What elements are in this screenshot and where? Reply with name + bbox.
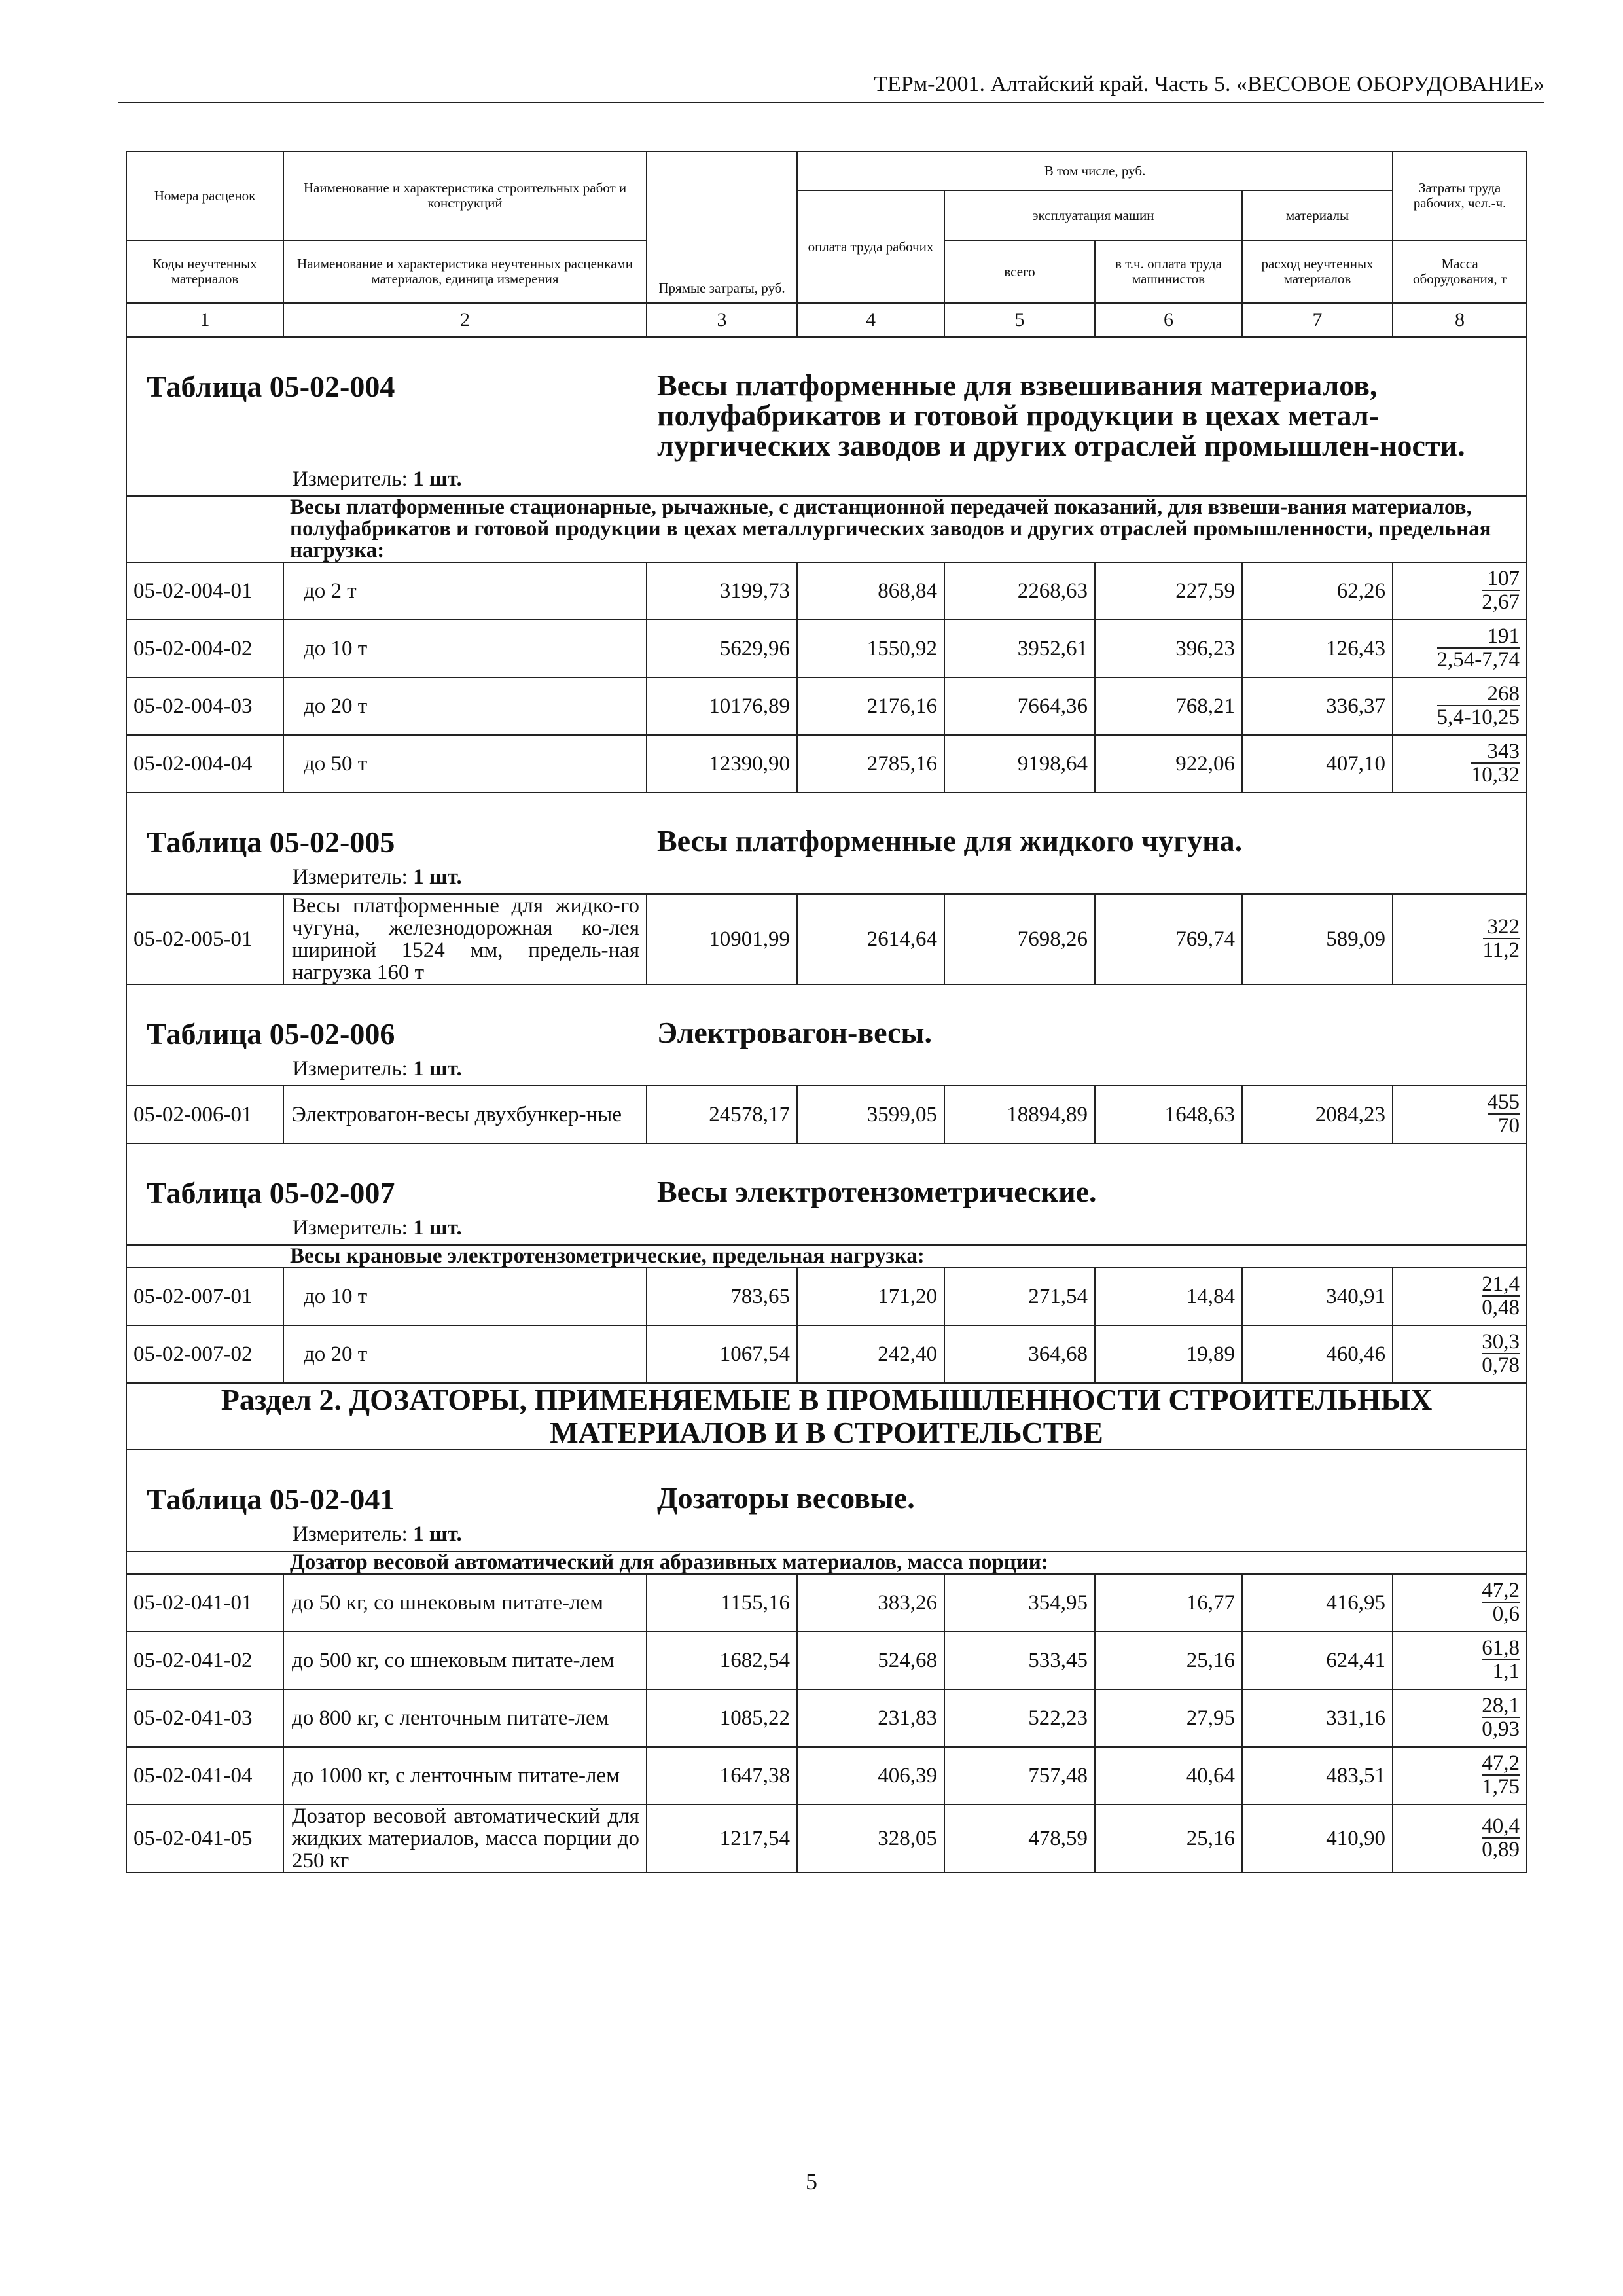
table-header	[126, 151, 1527, 337]
table-row	[126, 1268, 1527, 1325]
table-title-row	[126, 793, 1527, 894]
direct-cost: 10901,99	[647, 894, 797, 984]
table-row	[126, 1689, 1527, 1747]
direct-cost: 1085,22	[647, 1689, 797, 1747]
labor-mass-fraction	[1437, 683, 1520, 728]
rate-name: Электровагон-весы двухбункер-ные	[283, 1086, 647, 1143]
rate-code: 05-02-041-04	[126, 1747, 283, 1804]
materials-cost: 589,09	[1242, 894, 1393, 984]
direct-cost: 1217,54	[647, 1804, 797, 1873]
col5-header: всего	[944, 240, 1095, 303]
column-number: 1	[126, 303, 283, 337]
operators-cost: 769,74	[1095, 894, 1242, 984]
labor-cost: 2785,16	[797, 735, 944, 793]
rate-code: 05-02-004-02	[126, 620, 283, 677]
operators-cost: 25,16	[1095, 1632, 1242, 1689]
rate-name: до 500 кг, со шнековым питате-лем	[283, 1632, 647, 1689]
labor-hours: 455	[1487, 1090, 1520, 1114]
measure-value: 1 шт.	[413, 1057, 462, 1081]
machines-cost: 9198,64	[944, 735, 1095, 793]
rate-name: Дозатор весовой автоматический для жидких материалов, масса порции до 250 кг	[283, 1804, 647, 1873]
equipment-mass: 10,32	[1471, 763, 1520, 787]
labor-cost: 868,84	[797, 562, 944, 620]
labor-mass-fraction	[1482, 1273, 1520, 1319]
column-number: 6	[1095, 303, 1242, 337]
operators-cost: 25,16	[1095, 1804, 1242, 1873]
machines-cost: 7664,36	[944, 677, 1095, 735]
labor-mass-cell	[1393, 562, 1527, 620]
labor-mass-fraction	[1482, 567, 1520, 613]
labor-mass-cell	[1393, 1747, 1527, 1804]
rate-code: 05-02-004-03	[126, 677, 283, 735]
description-spacer	[126, 1245, 283, 1268]
labor-hours: 30,3	[1482, 1330, 1520, 1354]
table-row	[126, 735, 1527, 793]
labor-mass-fraction	[1483, 916, 1520, 961]
table-title-row	[126, 337, 1527, 496]
labor-mass-fraction	[1482, 1637, 1520, 1683]
labor-cost: 406,39	[797, 1747, 944, 1804]
group-description: Весы платформенные стационарные, рычажные, с дистанционной передачей показаний, для взвеши-вания материалов, полуфабрикатов и готовой продукции в цехах металлургических заводов и других отраслей промышленности, предельная нагрузка:	[283, 496, 1527, 562]
direct-cost: 1682,54	[647, 1632, 797, 1689]
direct-cost: 1155,16	[647, 1574, 797, 1632]
direct-cost: 1647,38	[647, 1747, 797, 1804]
col2-bottom-header: Наименование и характеристика неучтенных расценками материалов, единица измерения	[283, 240, 647, 303]
table-title-row	[126, 1143, 1527, 1245]
materials-cost: 460,46	[1242, 1325, 1393, 1383]
table-number: Таблица 05-02-006	[147, 1017, 395, 1050]
table-title: Весы электротензометрические.	[657, 1175, 1097, 1208]
col4-header: оплата труда рабочих	[797, 190, 944, 303]
rate-name: до 50 т	[283, 735, 647, 793]
labor-hours: 191	[1437, 625, 1520, 649]
table-title-cell	[126, 793, 1527, 894]
table-row	[126, 620, 1527, 677]
labor-mass-cell	[1393, 1574, 1527, 1632]
table-row	[126, 1632, 1527, 1689]
price-table	[126, 151, 1527, 1873]
machines-cost: 478,59	[944, 1804, 1095, 1873]
labor-cost: 2614,64	[797, 894, 944, 984]
col8-top-header: Затраты труда рабочих, чел.-ч.	[1393, 151, 1527, 240]
column-number: 4	[797, 303, 944, 337]
equipment-mass: 2,67	[1482, 590, 1520, 614]
col8-bottom-header: Масса оборудования, т	[1393, 240, 1527, 303]
direct-cost: 24578,17	[647, 1086, 797, 1143]
table-title: Весы платформенные для взвешивания материалов, полуфабрикатов и готовой продукции в цехах метал-лургических заводов и других отраслей промышлен-ности.	[657, 368, 1465, 462]
operators-cost: 14,84	[1095, 1268, 1242, 1325]
table-title: Электровагон-весы.	[657, 1016, 932, 1049]
table-row	[126, 894, 1527, 984]
measure-label: Измеритель:	[293, 467, 408, 491]
table-number: Таблица 05-02-041	[147, 1482, 395, 1516]
rate-code: 05-02-007-02	[126, 1325, 283, 1383]
operators-cost: 27,95	[1095, 1689, 1242, 1747]
machines-cost: 354,95	[944, 1574, 1095, 1632]
col1-top-header: Номера расценок	[126, 151, 283, 240]
measure-label: Измеритель:	[293, 1522, 408, 1546]
table-title-block	[134, 1450, 1520, 1522]
table-body	[126, 337, 1527, 1873]
labor-hours: 107	[1482, 567, 1520, 591]
labor-mass-cell	[1393, 620, 1527, 677]
column-number: 7	[1242, 303, 1393, 337]
column-number: 3	[647, 303, 797, 337]
measure-value: 1 шт.	[413, 467, 462, 491]
table-title-cell	[126, 984, 1527, 1086]
operators-cost: 19,89	[1095, 1325, 1242, 1383]
measure-line	[134, 1216, 1520, 1244]
machines-cost: 7698,26	[944, 894, 1095, 984]
table-row	[126, 562, 1527, 620]
materials-cost: 340,91	[1242, 1268, 1393, 1325]
labor-mass-fraction	[1482, 1695, 1520, 1740]
table-title: Дозаторы весовые.	[657, 1481, 915, 1515]
measure-line	[134, 1057, 1520, 1085]
materials-cost: 62,26	[1242, 562, 1393, 620]
equipment-mass: 1,1	[1492, 1660, 1520, 1683]
rate-name: до 20 т	[283, 677, 647, 735]
column-number: 5	[944, 303, 1095, 337]
col1-bottom-header: Коды неучтенных материалов	[126, 240, 283, 303]
operators-cost: 922,06	[1095, 735, 1242, 793]
equipment-mass: 0,78	[1482, 1354, 1520, 1377]
direct-cost: 10176,89	[647, 677, 797, 735]
measure-label: Измеритель:	[293, 1057, 408, 1081]
measure-line	[134, 1522, 1520, 1551]
table-title: Весы платформенные для жидкого чугуна.	[657, 824, 1243, 857]
section-row	[126, 1383, 1527, 1450]
labor-cost: 328,05	[797, 1804, 944, 1873]
equipment-mass: 11,2	[1482, 939, 1520, 962]
labor-hours: 21,4	[1482, 1272, 1520, 1296]
labor-cost: 524,68	[797, 1632, 944, 1689]
table-row	[126, 677, 1527, 735]
table-row	[126, 1086, 1527, 1143]
rate-name: до 10 т	[283, 1268, 647, 1325]
equipment-mass: 0,6	[1492, 1602, 1520, 1626]
machines-header: эксплуатация машин	[944, 190, 1242, 240]
labor-cost: 3599,05	[797, 1086, 944, 1143]
operators-cost: 1648,63	[1095, 1086, 1242, 1143]
operators-cost: 768,21	[1095, 677, 1242, 735]
description-spacer	[126, 496, 283, 562]
table-title-block	[134, 338, 1520, 467]
running-header: ТЕРм-2001. Алтайский край. Часть 5. «ВЕСОВОЕ ОБОРУДОВАНИЕ»	[118, 72, 1544, 103]
group-header: В том числе, руб.	[797, 151, 1393, 190]
labor-hours: 47,2	[1482, 1579, 1520, 1602]
column-number: 8	[1393, 303, 1527, 337]
measure-value: 1 шт.	[413, 1216, 462, 1240]
rate-name: до 50 кг, со шнековым питате-лем	[283, 1574, 647, 1632]
materials-cost: 2084,23	[1242, 1086, 1393, 1143]
labor-mass-cell	[1393, 1268, 1527, 1325]
measure-value: 1 шт.	[413, 1522, 462, 1546]
col7-bottom-header: расход неучтенных материалов	[1242, 240, 1393, 303]
rate-name: до 10 т	[283, 620, 647, 677]
equipment-mass: 0,93	[1482, 1717, 1520, 1741]
labor-mass-fraction	[1488, 1091, 1520, 1137]
table-title-block	[134, 1144, 1520, 1216]
direct-cost: 5629,96	[647, 620, 797, 677]
rate-code: 05-02-041-03	[126, 1689, 283, 1747]
page-number: 5	[806, 2168, 817, 2195]
operators-cost: 396,23	[1095, 620, 1242, 677]
labor-hours: 343	[1471, 740, 1520, 764]
description-row	[126, 1551, 1527, 1574]
labor-cost: 1550,92	[797, 620, 944, 677]
labor-cost: 231,83	[797, 1689, 944, 1747]
rate-code: 05-02-006-01	[126, 1086, 283, 1143]
machines-cost: 18894,89	[944, 1086, 1095, 1143]
table-title-row	[126, 984, 1527, 1086]
table-title-block	[134, 985, 1520, 1057]
labor-hours: 40,4	[1482, 1814, 1520, 1838]
materials-cost: 336,37	[1242, 677, 1393, 735]
equipment-mass: 2,54-7,74	[1436, 648, 1520, 672]
table-row	[126, 1747, 1527, 1804]
operators-cost: 227,59	[1095, 562, 1242, 620]
materials-cost: 410,90	[1242, 1804, 1393, 1873]
labor-hours: 268	[1437, 683, 1520, 706]
table-title-block	[134, 793, 1520, 865]
section-title: Раздел 2. ДОЗАТОРЫ, ПРИМЕНЯЕМЫЕ В ПРОМЫШЛЕННОСТИ СТРОИТЕЛЬНЫХ МАТЕРИАЛОВ И В СТРОИТЕЛЬСТВЕ	[126, 1383, 1527, 1450]
labor-mass-cell	[1393, 1804, 1527, 1873]
machines-cost: 522,23	[944, 1689, 1095, 1747]
machines-cost: 271,54	[944, 1268, 1095, 1325]
description-row	[126, 496, 1527, 562]
labor-mass-cell	[1393, 677, 1527, 735]
measure-label: Измеритель:	[293, 1216, 408, 1240]
labor-cost: 2176,16	[797, 677, 944, 735]
labor-mass-fraction	[1482, 1752, 1520, 1798]
table-row	[126, 1574, 1527, 1632]
rate-name: до 1000 кг, с ленточным питате-лем	[283, 1747, 647, 1804]
equipment-mass: 70	[1498, 1114, 1520, 1138]
labor-cost: 171,20	[797, 1268, 944, 1325]
table-number: Таблица 05-02-005	[147, 825, 395, 859]
labor-mass-fraction	[1482, 1815, 1520, 1861]
labor-cost: 383,26	[797, 1574, 944, 1632]
labor-mass-cell	[1393, 1325, 1527, 1383]
machines-cost: 757,48	[944, 1747, 1095, 1804]
direct-cost: 3199,73	[647, 562, 797, 620]
col3-header: Прямые затраты, руб.	[647, 151, 797, 303]
materials-cost: 624,41	[1242, 1632, 1393, 1689]
operators-cost: 16,77	[1095, 1574, 1242, 1632]
measure-line	[134, 865, 1520, 893]
description-row	[126, 1245, 1527, 1268]
direct-cost: 783,65	[647, 1268, 797, 1325]
equipment-mass: 0,89	[1482, 1838, 1520, 1861]
group-description: Весы крановые электротензометрические, предельная нагрузка:	[283, 1245, 1527, 1268]
labor-mass-cell	[1393, 1086, 1527, 1143]
materials-cost: 126,43	[1242, 620, 1393, 677]
labor-mass-fraction	[1437, 625, 1520, 671]
table-number: Таблица 05-02-007	[147, 1176, 395, 1210]
measure-value: 1 шт.	[413, 865, 462, 889]
materials-cost: 416,95	[1242, 1574, 1393, 1632]
measure-label: Измеритель:	[293, 865, 408, 889]
labor-mass-fraction	[1482, 1331, 1520, 1376]
operators-cost: 40,64	[1095, 1747, 1242, 1804]
direct-cost: 1067,54	[647, 1325, 797, 1383]
labor-hours: 322	[1483, 916, 1520, 939]
labor-mass-cell	[1393, 735, 1527, 793]
rate-code: 05-02-041-01	[126, 1574, 283, 1632]
equipment-mass: 1,75	[1482, 1775, 1520, 1799]
col7-top-header: материалы	[1242, 190, 1393, 240]
rate-code: 05-02-004-04	[126, 735, 283, 793]
table-number: Таблица 05-02-004	[147, 370, 395, 403]
materials-cost: 407,10	[1242, 735, 1393, 793]
machines-cost: 2268,63	[944, 562, 1095, 620]
col2-top-header: Наименование и характеристика строительных работ и конструкций	[283, 151, 647, 240]
labor-mass-cell	[1393, 1689, 1527, 1747]
labor-mass-cell	[1393, 894, 1527, 984]
machines-cost: 3952,61	[944, 620, 1095, 677]
table-title-cell	[126, 1450, 1527, 1551]
rate-name: до 800 кг, с ленточным питате-лем	[283, 1689, 647, 1747]
materials-cost: 331,16	[1242, 1689, 1393, 1747]
rate-code: 05-02-004-01	[126, 562, 283, 620]
equipment-mass: 5,4-10,25	[1436, 706, 1520, 729]
rate-code: 05-02-005-01	[126, 894, 283, 984]
rate-code: 05-02-041-02	[126, 1632, 283, 1689]
labor-hours: 61,8	[1482, 1636, 1520, 1660]
labor-mass-cell	[1393, 1632, 1527, 1689]
rate-code: 05-02-007-01	[126, 1268, 283, 1325]
table-title-cell	[126, 337, 1527, 496]
table-row	[126, 1325, 1527, 1383]
machines-cost: 533,45	[944, 1632, 1095, 1689]
group-description: Дозатор весовой автоматический для абразивных материалов, масса порции:	[283, 1551, 1527, 1574]
direct-cost: 12390,90	[647, 735, 797, 793]
col6-header: в т.ч. оплата труда машинистов	[1095, 240, 1242, 303]
labor-mass-fraction	[1471, 740, 1520, 786]
column-number: 2	[283, 303, 647, 337]
equipment-mass: 0,48	[1482, 1296, 1520, 1319]
labor-cost: 242,40	[797, 1325, 944, 1383]
measure-line	[134, 467, 1520, 495]
table-title-cell	[126, 1143, 1527, 1245]
labor-hours: 47,2	[1482, 1751, 1520, 1775]
materials-cost: 483,51	[1242, 1747, 1393, 1804]
machines-cost: 364,68	[944, 1325, 1095, 1383]
labor-hours: 28,1	[1482, 1694, 1520, 1717]
column-number-row	[126, 303, 1527, 337]
table-title-row	[126, 1450, 1527, 1551]
rate-name: до 20 т	[283, 1325, 647, 1383]
rate-code: 05-02-041-05	[126, 1804, 283, 1873]
rate-name: до 2 т	[283, 562, 647, 620]
labor-mass-fraction	[1482, 1579, 1520, 1625]
table-row	[126, 1804, 1527, 1873]
description-spacer	[126, 1551, 283, 1574]
rate-name: Весы платформенные для жидко-го чугуна, железнодорожная ко-лея шириной 1524 мм, предель-ная нагрузка 160 т	[283, 894, 647, 984]
